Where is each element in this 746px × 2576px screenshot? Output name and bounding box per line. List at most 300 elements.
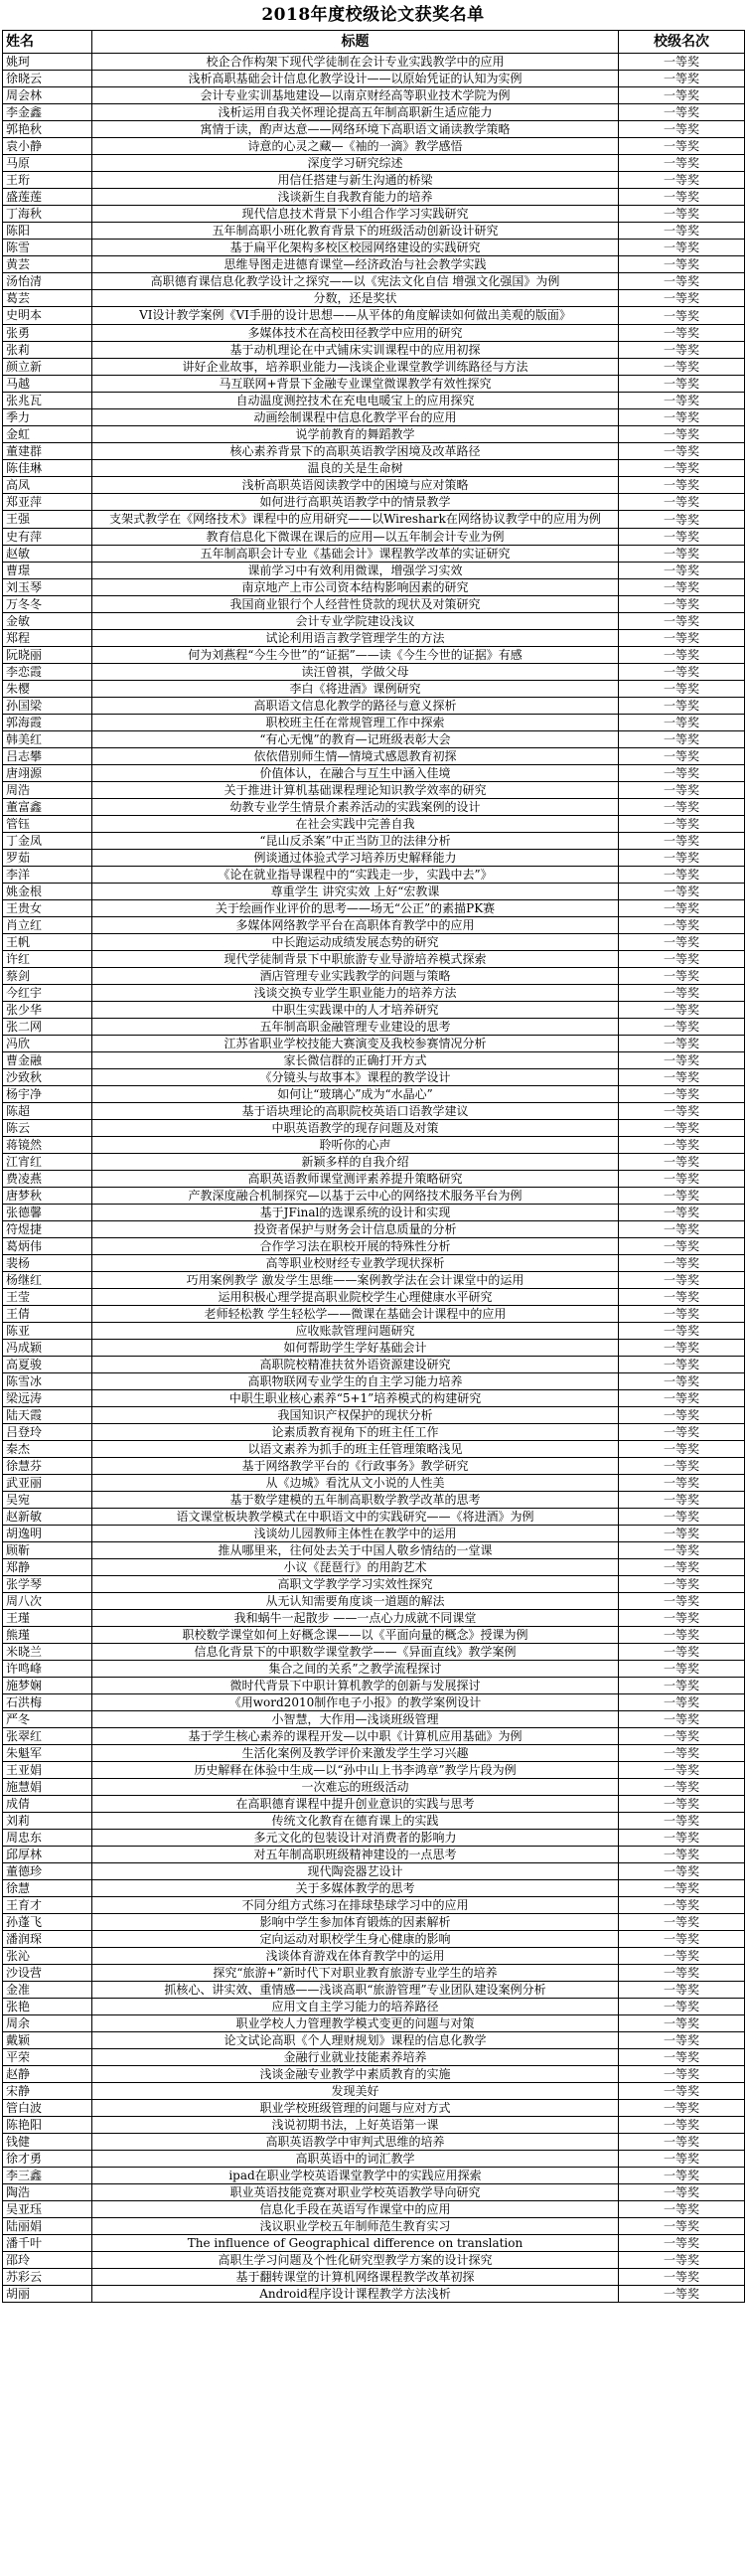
paper-title-cell: “昆山反杀案”中正当防卫的法律分析 (92, 833, 619, 850)
award-cell: 一等奖 (619, 1137, 745, 1154)
award-cell: 一等奖 (619, 850, 745, 867)
award-cell: 一等奖 (619, 1492, 745, 1509)
paper-title-cell: 基于翻转课堂的计算机网络课程教学改革初探 (92, 2269, 619, 2286)
name-cell: 陈雪 (3, 240, 92, 256)
name-cell: 梁远涛 (3, 1390, 92, 1407)
paper-title-cell: 对五年制高职班级精神建设的一点思考 (92, 1847, 619, 1863)
paper-title-cell: 职业学校人力管理教学模式变更的问题与对策 (92, 2015, 619, 2032)
paper-title-cell: 集合之间的关系”之教学流程探讨 (92, 1661, 619, 1678)
table-row (3, 596, 745, 613)
paper-title-cell: 浅说初期书法，上好英语第一课 (92, 2117, 619, 2134)
name-cell: 费凌燕 (3, 1171, 92, 1188)
paper-title-cell: 温良的关是生命树 (92, 460, 619, 477)
table-row (3, 1407, 745, 1424)
paper-title-cell: 中职生职业核心素养“5+1”培养模式的构建研究 (92, 1390, 619, 1407)
table-row (3, 1475, 745, 1492)
award-cell: 一等奖 (619, 630, 745, 647)
award-cell: 一等奖 (619, 867, 745, 884)
name-cell: 丁金凤 (3, 833, 92, 850)
award-cell: 一等奖 (619, 1830, 745, 1847)
paper-title-cell: 会计专业学院建设浅议 (92, 613, 619, 630)
award-cell: 一等奖 (619, 460, 745, 477)
award-cell: 一等奖 (619, 1340, 745, 1357)
paper-title-cell: 高职文学教学学习实效性探究 (92, 1576, 619, 1593)
name-cell: 邵玲 (3, 2252, 92, 2269)
award-cell: 一等奖 (619, 1407, 745, 1424)
table-row (3, 1509, 745, 1526)
paper-title-cell: 诗意的心灵之藏—《袖的一滴》教学感悟 (92, 138, 619, 155)
award-cell: 一等奖 (619, 2252, 745, 2269)
table-row (3, 985, 745, 1002)
table-row (3, 1914, 745, 1931)
award-cell: 一等奖 (619, 917, 745, 934)
paper-title-cell: Android程序设计课程教学方法浅析 (92, 2286, 619, 2303)
table-row (3, 2201, 745, 2218)
paper-title-cell: 微时代背景下中职计算机教学的创新与发展探讨 (92, 1678, 619, 1694)
table-row (3, 1137, 745, 1154)
paper-title-cell: 语文课堂板块教学模式在中职语文中的实践研究——《将进酒》为例 (92, 1509, 619, 1526)
table-row (3, 833, 745, 850)
header-paper-title: 标题 (92, 31, 619, 54)
table-row (3, 1306, 745, 1323)
table-row (3, 1255, 745, 1272)
award-cell: 一等奖 (619, 1424, 745, 1441)
name-cell: 熊瑾 (3, 1627, 92, 1644)
paper-title-cell: 在社会实践中完善自我 (92, 816, 619, 833)
name-cell: 施慧娟 (3, 1779, 92, 1796)
paper-title-cell: 一次难忘的班级活动 (92, 1779, 619, 1796)
name-cell: 钱健 (3, 2134, 92, 2151)
paper-title-cell: 分数，还是奖状 (92, 290, 619, 307)
table-row (3, 2168, 745, 2184)
name-cell: 杨继红 (3, 1272, 92, 1289)
name-cell: 王强 (3, 511, 92, 529)
name-cell: 陈艳阳 (3, 2117, 92, 2134)
paper-title-cell: 历史解释在体验中生成—以“孙中山上书李鸿章”教学片段为例 (92, 1762, 619, 1779)
table-row (3, 698, 745, 715)
table-row (3, 206, 745, 223)
award-cell: 一等奖 (619, 1999, 745, 2015)
paper-title-cell: 多元文化的包装设计对消费者的影响力 (92, 1830, 619, 1847)
name-cell: 武亚丽 (3, 1475, 92, 1492)
table-row (3, 2252, 745, 2269)
name-cell: 郭海霞 (3, 715, 92, 731)
paper-title-cell: 基于扁平化架构多校区校园网络建设的实践研究 (92, 240, 619, 256)
paper-title-cell: 高职德育课信息化教学设计之探究——以《宪法文化自信 增强文化强国》为例 (92, 273, 619, 290)
name-cell: 金虹 (3, 426, 92, 443)
name-cell: 郑程 (3, 630, 92, 647)
table-row (3, 1357, 745, 1373)
paper-title-cell: “有心无愧”的教育—记班级表彰大会 (92, 731, 619, 748)
award-cell: 一等奖 (619, 613, 745, 630)
name-cell: 成倩 (3, 1796, 92, 1813)
paper-title-cell: 江苏省职业学校技能大赛演变及我校参赛情况分析 (92, 1036, 619, 1052)
table-row (3, 1897, 745, 1914)
award-cell: 一等奖 (619, 2100, 745, 2117)
name-cell: 张勇 (3, 325, 92, 342)
table-row (3, 494, 745, 511)
name-cell: 万冬冬 (3, 596, 92, 613)
name-cell: 孙国梁 (3, 698, 92, 715)
award-cell: 一等奖 (619, 782, 745, 799)
award-cell: 一等奖 (619, 1644, 745, 1661)
name-cell: 顾靳 (3, 1542, 92, 1559)
name-cell: 秦杰 (3, 1441, 92, 1458)
award-cell: 一等奖 (619, 2269, 745, 2286)
paper-title-cell: 小智慧，大作用—浅谈班级管理 (92, 1711, 619, 1728)
name-cell: 陶浩 (3, 2184, 92, 2201)
name-cell: 张兆瓦 (3, 393, 92, 409)
paper-title-cell: 浅议职业学校五年制师范生教育实习 (92, 2218, 619, 2235)
paper-title-cell: 马互联网+背景下金融专业课堂微课教学有效性探究 (92, 376, 619, 393)
name-cell: 蒋镜然 (3, 1137, 92, 1154)
paper-title-cell: 用信任搭建与新生沟通的桥梁 (92, 172, 619, 189)
award-cell: 一等奖 (619, 884, 745, 900)
paper-title-cell: 多媒体网络教学平台在高职体育教学中的应用 (92, 917, 619, 934)
name-cell: 沙设营 (3, 1965, 92, 1982)
award-cell: 一等奖 (619, 1086, 745, 1103)
name-cell: 季力 (3, 409, 92, 426)
name-cell: 董建群 (3, 443, 92, 460)
award-cell: 一等奖 (619, 1897, 745, 1914)
award-cell: 一等奖 (619, 1255, 745, 1272)
paper-title-cell: 浅析高职基础会计信息化教学设计——以原始凭证的认知为实例 (92, 71, 619, 87)
award-cell: 一等奖 (619, 54, 745, 71)
paper-title-cell: 中职生实践课中的人才培养研究 (92, 1002, 619, 1019)
award-cell: 一等奖 (619, 87, 745, 104)
name-cell: 周八次 (3, 1593, 92, 1610)
table-row (3, 121, 745, 138)
table-row (3, 1610, 745, 1627)
award-cell: 一等奖 (619, 1441, 745, 1458)
header-award: 校级名次 (619, 31, 745, 54)
paper-title-cell: 《用word2010制作电子小报》的教学案例设计 (92, 1694, 619, 1711)
name-cell: 陈雪冰 (3, 1373, 92, 1390)
paper-title-cell: 推从哪里来，往何处去关于中国人敬乡情结的一堂课 (92, 1542, 619, 1559)
table-row (3, 748, 745, 765)
table-row (3, 393, 745, 409)
name-cell: 郑亚萍 (3, 494, 92, 511)
name-cell: 徐慧芬 (3, 1458, 92, 1475)
award-cell: 一等奖 (619, 1357, 745, 1373)
award-cell: 一等奖 (619, 2117, 745, 2134)
name-cell: 丁海秋 (3, 206, 92, 223)
award-cell: 一等奖 (619, 664, 745, 681)
paper-title-cell: 应用文自主学习能力的培养路径 (92, 1999, 619, 2015)
award-cell: 一等奖 (619, 1863, 745, 1880)
award-cell: 一等奖 (619, 71, 745, 87)
paper-title-cell: 五年制高职金融管理专业建设的思考 (92, 1019, 619, 1036)
paper-title-cell: 价值体认，在融合与互生中涵入佳境 (92, 765, 619, 782)
table-row (3, 1999, 745, 2015)
award-cell: 一等奖 (619, 1036, 745, 1052)
name-cell: 张二网 (3, 1019, 92, 1036)
table-row (3, 325, 745, 342)
award-cell: 一等奖 (619, 1796, 745, 1813)
name-cell: 葛炳伟 (3, 1238, 92, 1255)
award-cell: 一等奖 (619, 409, 745, 426)
table-row (3, 256, 745, 273)
table-row (3, 2134, 745, 2151)
name-cell: 马越 (3, 376, 92, 393)
name-cell: 张艳 (3, 1999, 92, 2015)
name-cell: 张德馨 (3, 1205, 92, 1221)
award-cell: 一等奖 (619, 1593, 745, 1610)
award-cell: 一等奖 (619, 1880, 745, 1897)
name-cell: 今红宇 (3, 985, 92, 1002)
paper-title-cell: 《论在就业指导课程中的“实践走一步，实践中去”》 (92, 867, 619, 884)
award-cell: 一等奖 (619, 155, 745, 172)
award-cell: 一等奖 (619, 1678, 745, 1694)
paper-title-cell: 我国商业银行个人经营性贷款的现状及对策研究 (92, 596, 619, 613)
award-cell: 一等奖 (619, 1390, 745, 1407)
table-row (3, 172, 745, 189)
award-cell: 一等奖 (619, 1103, 745, 1120)
name-cell: 唐梦秋 (3, 1188, 92, 1205)
name-cell: 陆天霞 (3, 1407, 92, 1424)
name-cell: 姚珂 (3, 54, 92, 71)
award-cell: 一等奖 (619, 1205, 745, 1221)
award-cell: 一等奖 (619, 426, 745, 443)
award-table-body (3, 54, 745, 2303)
name-cell: 张学琴 (3, 1576, 92, 1593)
award-cell: 一等奖 (619, 1019, 745, 1036)
paper-title-cell: VI设计教学案例《VI手册的设计思想——从平体的角度解读如何做出美观的版面》 (92, 307, 619, 325)
award-cell: 一等奖 (619, 1576, 745, 1593)
name-cell: 王瑾 (3, 1610, 92, 1627)
table-row (3, 968, 745, 985)
table-row (3, 1559, 745, 1576)
award-cell: 一等奖 (619, 393, 745, 409)
table-row (3, 1492, 745, 1509)
table-row (3, 409, 745, 426)
paper-title-cell: 职业学校班级管理的问题与应对方式 (92, 2100, 619, 2117)
name-cell: 陈亚 (3, 1323, 92, 1340)
name-cell: 赵敏 (3, 546, 92, 563)
name-cell: 陈超 (3, 1103, 92, 1120)
paper-title-cell: 巧用案例教学 激发学生思维——案例教学法在会计课堂中的运用 (92, 1272, 619, 1289)
name-cell: 裴杨 (3, 1255, 92, 1272)
table-row (3, 2083, 745, 2100)
name-cell: 胡丽 (3, 2286, 92, 2303)
paper-title-cell: 试论利用语言教学管理学生的方法 (92, 630, 619, 647)
award-cell: 一等奖 (619, 1627, 745, 1644)
name-cell: 张沁 (3, 1948, 92, 1965)
award-cell: 一等奖 (619, 596, 745, 613)
award-cell: 一等奖 (619, 900, 745, 917)
table-row (3, 1644, 745, 1661)
name-cell: 苏彩云 (3, 2269, 92, 2286)
paper-title-cell: 职校班主任在常规管理工作中探索 (92, 715, 619, 731)
paper-title-cell: 自动温度测控技术在充电电暖宝上的应用探究 (92, 393, 619, 409)
table-row (3, 647, 745, 664)
name-cell: 冯成颖 (3, 1340, 92, 1357)
table-row (3, 54, 745, 71)
table-row (3, 816, 745, 833)
name-cell: 董德珍 (3, 1863, 92, 1880)
name-cell: 管白波 (3, 2100, 92, 2117)
table-row (3, 2049, 745, 2066)
paper-title-cell: 浅谈体育游戏在体育教学中的运用 (92, 1948, 619, 1965)
table-row (3, 1542, 745, 1559)
paper-title-cell: 基于语块理论的高职院校英语口语教学建议 (92, 1103, 619, 1120)
award-cell: 一等奖 (619, 816, 745, 833)
paper-title-cell: 基于动机理论在中式铺床实训课程中的应用初探 (92, 342, 619, 359)
table-row (3, 731, 745, 748)
name-cell: 史有萍 (3, 529, 92, 546)
award-cell: 一等奖 (619, 1965, 745, 1982)
table-row (3, 1576, 745, 1593)
paper-title-cell: 基于学生核心素养的课程开发—以中职《计算机应用基础》为例 (92, 1728, 619, 1745)
paper-title-cell: 五年制高职小班化教育背景下的班级活动创新设计研究 (92, 223, 619, 240)
award-cell: 一等奖 (619, 799, 745, 816)
name-cell: 张莉 (3, 342, 92, 359)
name-cell: 冯欣 (3, 1036, 92, 1052)
award-cell: 一等奖 (619, 121, 745, 138)
table-row (3, 1103, 745, 1120)
award-cell: 一等奖 (619, 2134, 745, 2151)
name-cell: 吴宛 (3, 1492, 92, 1509)
paper-title-cell: 投资者保护与财务会计信息质量的分析 (92, 1221, 619, 1238)
award-cell: 一等奖 (619, 256, 745, 273)
table-row (3, 1036, 745, 1052)
table-row (3, 1863, 745, 1880)
name-cell: 汤怡清 (3, 273, 92, 290)
paper-title-cell: 影响中学生参加体育锻炼的因素解析 (92, 1914, 619, 1931)
table-row (3, 240, 745, 256)
name-cell: 金准 (3, 1982, 92, 1999)
table-row (3, 630, 745, 647)
table-row (3, 342, 745, 359)
name-cell: 米晓兰 (3, 1644, 92, 1661)
table-row (3, 511, 745, 529)
table-row (3, 1813, 745, 1830)
paper-title-cell: 新颖多样的自我介绍 (92, 1154, 619, 1171)
name-cell: 符煜捷 (3, 1221, 92, 1238)
name-cell: 沙致秋 (3, 1069, 92, 1086)
award-cell: 一等奖 (619, 833, 745, 850)
table-row (3, 1424, 745, 1441)
table-row (3, 2117, 745, 2134)
award-cell: 一等奖 (619, 1762, 745, 1779)
name-cell: 周会林 (3, 87, 92, 104)
paper-title-cell: 合作学习法在职校开展的特殊性分析 (92, 1238, 619, 1255)
paper-title-cell: 探究“旅游+”新时代下对职业教育旅游专业学生的培养 (92, 1965, 619, 1982)
award-cell: 一等奖 (619, 1526, 745, 1542)
paper-title-cell: 何为刘燕程“今生今世”的“证据”——读《今生今世的证据》有感 (92, 647, 619, 664)
table-row (3, 1238, 745, 1255)
table-row (3, 799, 745, 816)
award-cell: 一等奖 (619, 968, 745, 985)
name-cell: 李恋霞 (3, 664, 92, 681)
award-cell: 一等奖 (619, 2151, 745, 2168)
name-cell: 王倩 (3, 1306, 92, 1323)
paper-title-cell: 应收账款管理问题研究 (92, 1323, 619, 1340)
table-row (3, 1373, 745, 1390)
name-cell: 陈佳琳 (3, 460, 92, 477)
award-cell: 一等奖 (619, 223, 745, 240)
award-cell: 一等奖 (619, 2168, 745, 2184)
table-row (3, 1711, 745, 1728)
award-cell: 一等奖 (619, 1188, 745, 1205)
name-cell: 陈云 (3, 1120, 92, 1137)
table-row (3, 529, 745, 546)
award-cell: 一等奖 (619, 138, 745, 155)
award-cell: 一等奖 (619, 579, 745, 596)
paper-title-cell: 高职英语教师课堂测评素养提升策略研究 (92, 1171, 619, 1188)
table-row (3, 1154, 745, 1171)
name-cell: 吴亚珏 (3, 2201, 92, 2218)
award-cell: 一等奖 (619, 359, 745, 376)
name-cell: 朱樱 (3, 681, 92, 698)
name-cell: 黄芸 (3, 256, 92, 273)
name-cell: 潘润琛 (3, 1931, 92, 1948)
award-cell: 一等奖 (619, 2032, 745, 2049)
name-cell: 徐慧 (3, 1880, 92, 1897)
table-row (3, 664, 745, 681)
paper-title-cell: 高职语文信息化教学的路径与意义探析 (92, 698, 619, 715)
award-cell: 一等奖 (619, 2286, 745, 2303)
paper-title-cell: 我国知识产权保护的现状分析 (92, 1407, 619, 1424)
table-row (3, 1171, 745, 1188)
paper-title-cell: 高等职业校财经专业教学现状探析 (92, 1255, 619, 1272)
table-row (3, 2235, 745, 2252)
paper-title-cell: 职业英语技能竞赛对职业学校英语教学导向研究 (92, 2184, 619, 2201)
paper-title-cell: 课前学习中有效利用微课，增强学习实效 (92, 563, 619, 579)
name-cell: 王莹 (3, 1289, 92, 1306)
award-cell: 一等奖 (619, 1948, 745, 1965)
table-row (3, 273, 745, 290)
table-row (3, 1221, 745, 1238)
paper-title-cell: 从无认知需要角度谈一道题的解法 (92, 1593, 619, 1610)
paper-title-cell: 从《边城》看沈从文小说的人性美 (92, 1475, 619, 1492)
table-row (3, 2184, 745, 2201)
name-cell: 盛莲莲 (3, 189, 92, 206)
award-cell: 一等奖 (619, 1373, 745, 1390)
name-cell: 陆丽娟 (3, 2218, 92, 2235)
table-row (3, 1880, 745, 1897)
table-row (3, 1441, 745, 1458)
table-row (3, 223, 745, 240)
award-cell: 一等奖 (619, 1221, 745, 1238)
award-cell: 一等奖 (619, 1069, 745, 1086)
table-row (3, 1205, 745, 1221)
table-row (3, 1745, 745, 1762)
award-cell: 一等奖 (619, 273, 745, 290)
name-cell: 刘莉 (3, 1813, 92, 1830)
name-cell: 李金鑫 (3, 104, 92, 121)
paper-title-cell: 南京地产上市公司资本结构影响因素的研究 (92, 579, 619, 596)
name-cell: 周忠东 (3, 1830, 92, 1847)
paper-title-cell: 生活化案例及教学评价来激发学生学习兴趣 (92, 1745, 619, 1762)
name-cell: 戴颖 (3, 2032, 92, 2049)
award-cell: 一等奖 (619, 2015, 745, 2032)
table-row (3, 546, 745, 563)
name-cell: 韩美红 (3, 731, 92, 748)
name-cell: 平荣 (3, 2049, 92, 2066)
table-row (3, 2218, 745, 2235)
name-cell: 徐晓云 (3, 71, 92, 87)
table-row (3, 782, 745, 799)
paper-title-cell: 高职院校精准扶贫外语资源建设研究 (92, 1357, 619, 1373)
award-cell: 一等奖 (619, 376, 745, 393)
paper-title-cell: 如何进行高职英语教学中的情景教学 (92, 494, 619, 511)
name-cell: 王帆 (3, 934, 92, 951)
award-cell: 一等奖 (619, 748, 745, 765)
award-cell: 一等奖 (619, 1847, 745, 1863)
name-cell: 阮晓丽 (3, 647, 92, 664)
table-row (3, 1982, 745, 1999)
